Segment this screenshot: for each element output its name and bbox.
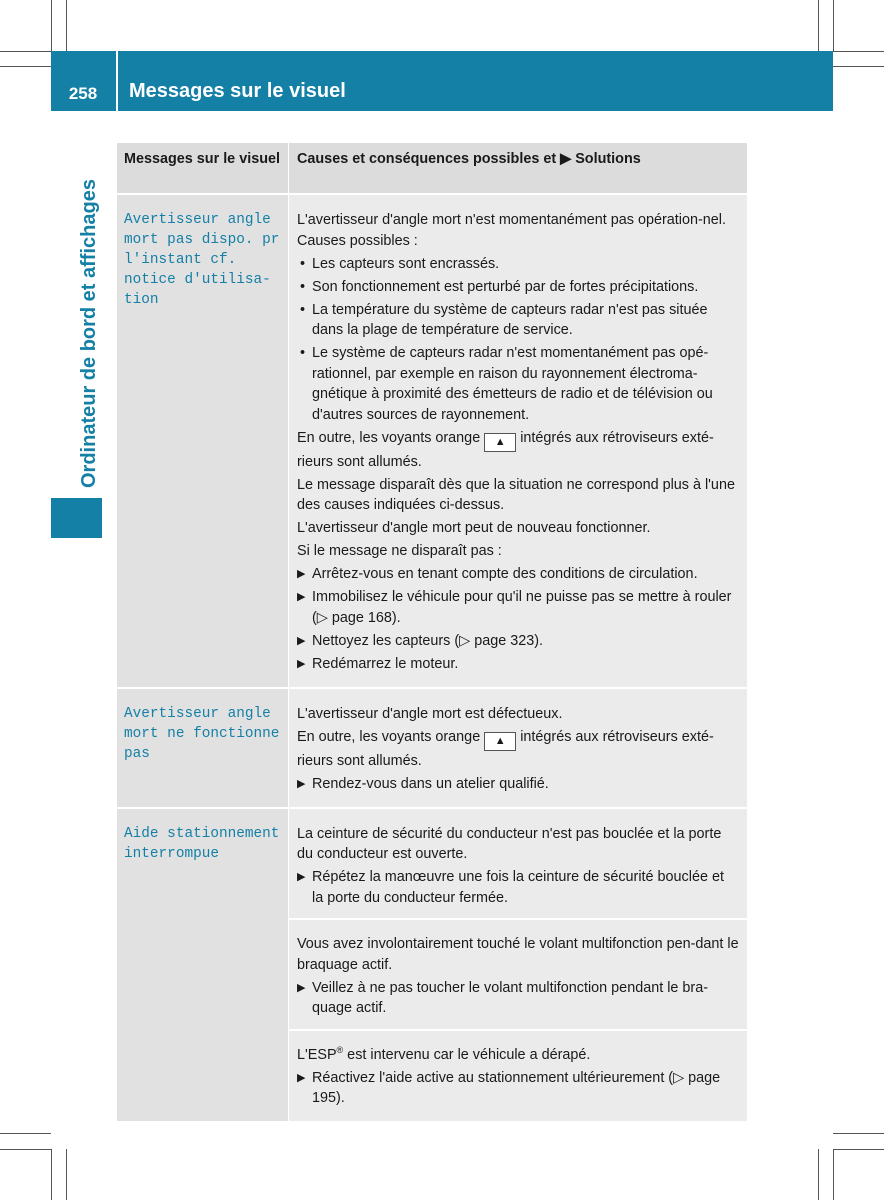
arrow-icon: ▶ <box>297 591 306 603</box>
cause-text: La ceinture de sécurité du conducteur n'est pas bouclée et la porte du conducteur est ouverte. <box>297 825 722 862</box>
bullet-icon: • <box>300 255 306 272</box>
arrow-icon: ▶ <box>297 777 306 790</box>
table-row <box>117 193 747 687</box>
display-message: Aide stationnement interrompue <box>124 825 280 862</box>
chapter-side-label: Ordinateur de bord et affichages <box>78 179 100 488</box>
table-row <box>117 687 747 807</box>
crop-mark <box>833 66 884 67</box>
arrow-icon: ▶ <box>297 634 306 647</box>
sub-case <box>289 1029 747 1109</box>
solution-step: ▶ Veillez à ne pas toucher le volant multifonction pendant le bra-quage actif. <box>297 979 708 1016</box>
header-causes: Causes et conséquences possibles et ▶ Solutions <box>289 143 747 193</box>
list-item: • Son fonctionnement est perturbé par de fortes précipitations. <box>297 277 739 298</box>
table-row <box>117 807 747 1122</box>
solution-step: ▶ Nettoyez les capteurs (▷ page 323). <box>297 631 739 652</box>
solution-step: ▶ Répétez la manœuvre une fois la ceinture de sécurité bouclée et la porte du conducteur fermée. <box>297 869 724 906</box>
page-number: 258 <box>68 84 98 103</box>
solution-step: ▶ Réactivez l'aide active au stationnement ultérieurement (▷ page 195). <box>297 1069 721 1106</box>
page-title: Messages sur le visuel <box>129 80 346 102</box>
crop-mark <box>833 1149 884 1150</box>
crop-mark <box>833 1133 884 1134</box>
list-item: • La température du système de capteurs radar n'est pas située dans la plage de température de service. <box>300 301 708 338</box>
list-item: • Le système de capteurs radar n'est momentanément pas opé-rationnel, par exemple en raison du rayonnement électroma-gnétique à proximité des émetteurs de radio et de télévision ou d'autres sources de rayonnement. <box>300 345 713 423</box>
solution-step: ▶ Arrêtez-vous en tenant compte des conditions de circulation. <box>297 564 739 585</box>
bullet-icon: • <box>300 301 306 318</box>
crop-mark <box>0 66 51 67</box>
crop-mark <box>0 51 51 52</box>
display-message: Avertisseur angle mort pas dispo. pr l'instant cf. notice d'utilisa- tion <box>124 212 280 308</box>
crop-mark <box>0 1149 51 1150</box>
warning-lamp-icon: ▲ <box>484 732 516 751</box>
solution-step: ▶ Redémarrez le moteur. <box>297 654 739 675</box>
cause-text: Vous avez involontairement touché le volant multifonction pen-dant le braquage actif. <box>297 936 739 973</box>
crop-mark <box>51 0 52 51</box>
arrow-icon: ▶ <box>297 1071 306 1084</box>
crop-mark <box>833 51 884 52</box>
arrow-icon: ▶ <box>297 657 306 670</box>
crop-mark <box>818 1149 819 1200</box>
table-header-row <box>117 143 747 193</box>
sub-case <box>289 918 747 1019</box>
cause-text: Si le message ne disparaît pas : <box>297 543 502 559</box>
solution-step: ▶ Immobilisez le véhicule pour qu'il ne puisse pas se mettre à rouler (▷ page 168). <box>297 589 732 626</box>
crop-mark <box>833 1149 834 1200</box>
cause-text: L'ESP® est intervenu car le véhicule a dérapé. <box>297 1044 591 1063</box>
bullet-icon: • <box>300 345 306 361</box>
crop-mark <box>0 1133 51 1134</box>
display-message: Avertisseur angle mort ne fonctionne pas <box>124 705 280 762</box>
arrow-icon: ▶ <box>297 568 306 580</box>
cause-text: L'avertisseur d'angle mort est défectueux. <box>297 705 563 722</box>
arrow-icon: ▶ <box>297 871 306 883</box>
solution-step: ▶ Rendez-vous dans un atelier qualifié. <box>297 774 739 795</box>
warning-lamp-icon: ▲ <box>484 433 516 452</box>
crop-mark <box>818 0 819 51</box>
header-messages: Messages sur le visuel <box>117 143 289 193</box>
cause-text: En outre, les voyants orange ▲ intégrés aux rétroviseurs exté-rieurs sont allumés. <box>297 429 714 470</box>
crop-mark <box>66 1149 67 1200</box>
crop-mark <box>66 0 67 51</box>
crop-mark <box>833 0 834 51</box>
cause-text: L'avertisseur d'angle mort peut de nouveau fonctionner. <box>297 520 651 536</box>
arrow-icon: ▶ <box>297 981 306 994</box>
header-divider <box>116 51 118 111</box>
bullet-icon: • <box>300 278 306 295</box>
cause-text: Le message disparaît dès que la situation ne correspond plus à l'une des causes indiquées ci-dessus. <box>297 476 735 513</box>
chapter-tab <box>51 498 102 538</box>
cause-text: L'avertisseur d'angle mort n'est momentanément pas opération-nel. Causes possibles : <box>297 212 726 249</box>
messages-table <box>117 143 747 1121</box>
cause-text: En outre, les voyants orange ▲ intégrés aux rétroviseurs exté-rieurs sont allumés. <box>297 728 714 769</box>
crop-mark <box>51 1149 52 1200</box>
list-item: • Les capteurs sont encrassés. <box>297 254 739 275</box>
